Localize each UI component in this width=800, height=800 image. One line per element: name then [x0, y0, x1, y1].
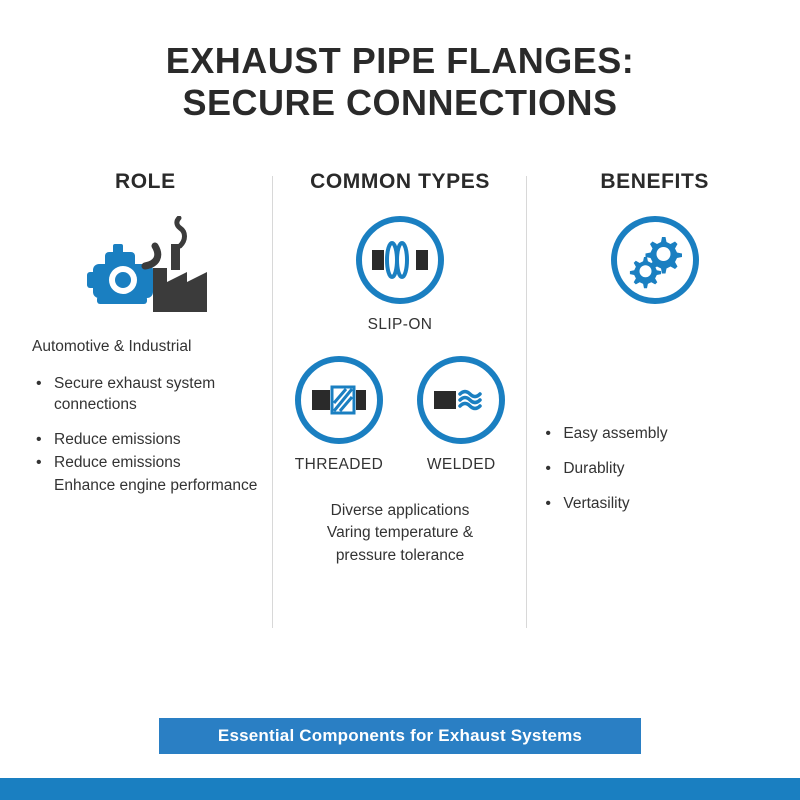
column-common-types: [273, 170, 528, 640]
columns-container: [0, 170, 800, 640]
role-bullet-list: [28, 374, 263, 497]
column-role-heading: ROLE: [114, 169, 176, 193]
types-note-line-2: Varing temperature &: [326, 524, 474, 542]
type-label-slip-on: SLIP-ON: [367, 315, 433, 333]
types-top-row: [283, 216, 518, 334]
type-item-slip-on: [356, 216, 444, 334]
list-item: • Easy assembly: [545, 424, 772, 445]
column-role: [18, 170, 273, 640]
types-bottom-row: [283, 356, 518, 474]
type-item-threaded: [295, 356, 383, 474]
types-note-line-1: Diverse applications: [330, 501, 470, 519]
list-item: • Durablity: [545, 459, 772, 480]
benefits-icon-wrap: [537, 216, 772, 304]
engine-factory-icon: [28, 216, 263, 316]
type-label-welded: WELDED: [426, 455, 496, 473]
slip-on-flange-icon: [356, 216, 444, 304]
role-caption: Automotive & Industrial: [32, 337, 192, 355]
page-title: [0, 0, 800, 125]
list-item: • Reduce emissions: [36, 430, 263, 451]
footer-banner-text: Essential Components for Exhaust Systems: [217, 726, 583, 745]
page-title-line-2: SECURE CONNECTIONS: [182, 82, 618, 124]
type-label-threaded: THREADED: [294, 455, 384, 473]
column-benefits: [527, 170, 782, 640]
footer-banner: [159, 718, 641, 754]
types-note: [283, 500, 518, 567]
footer-accent-band: [0, 778, 800, 800]
column-types-heading: COMMON TYPES: [310, 169, 490, 193]
threaded-flange-icon: [295, 356, 383, 444]
gears-icon: [611, 216, 699, 304]
type-item-welded: [417, 356, 505, 474]
list-item: Enhance engine performance: [54, 476, 258, 494]
list-item: • Vertasility: [545, 494, 772, 515]
list-item: • Reduce emissions: [36, 453, 263, 474]
page-title-line-1: EXHAUST PIPE FLANGES:: [165, 40, 635, 81]
types-note-line-3: pressure tolerance: [335, 546, 465, 564]
column-benefits-heading: BENEFITS: [600, 169, 709, 193]
list-item: • Secure exhaust system connections: [36, 374, 263, 416]
benefits-bullet-list: [537, 424, 772, 515]
welded-flange-icon: [417, 356, 505, 444]
